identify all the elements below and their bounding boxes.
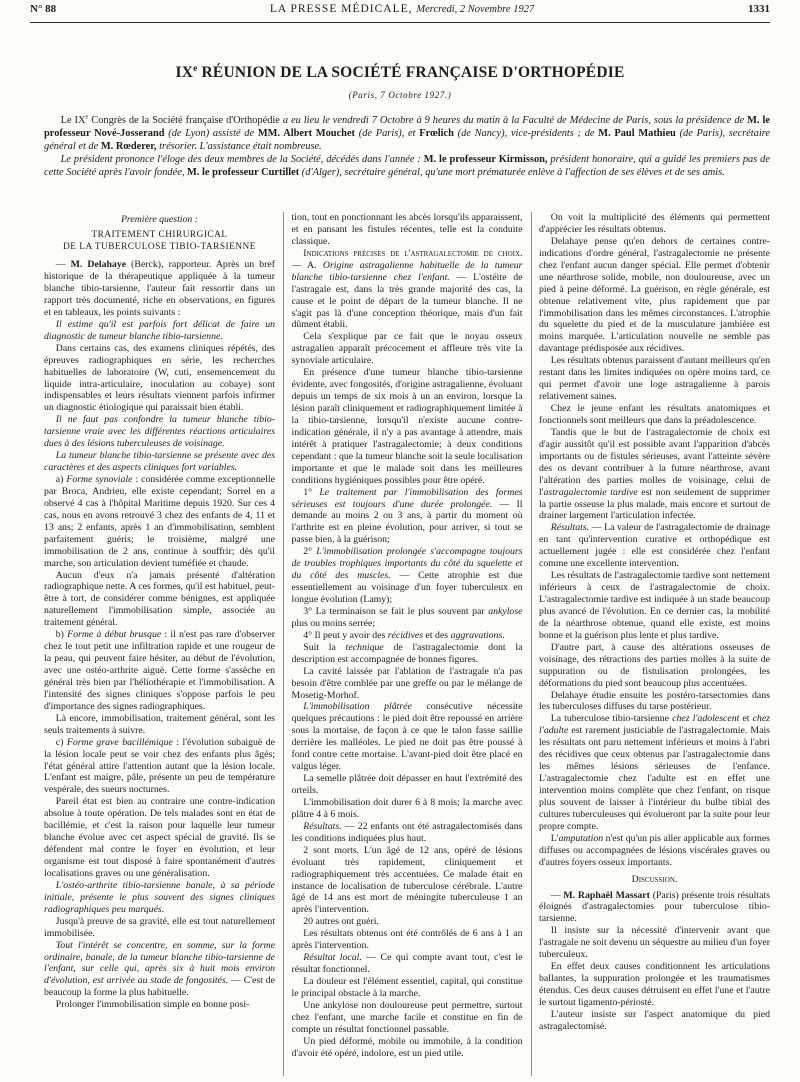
text-run: 4° Il peut y avoir des: [303, 629, 388, 641]
italic-run: (de Paris), secrétaire général et de: [44, 128, 770, 153]
paragraph: [292, 1000, 523, 1036]
italic-run: L'immobilisation prolongée s'accompagne toujours de troubles trophiques importants du côté du squelette et du côté des muscles.: [291, 546, 523, 582]
paragraph: [44, 629, 275, 713]
text-run: (Berck), rapporteur. Après un bref historique de la thérapeutique appliquée à la tumeur blanche tibio-tarsienne, l'auteur fait ressortir dans un rapport très documenté, riche en observations, en figures et en tableaux, les points suivants :: [44, 259, 275, 318]
text-run: —: [55, 259, 71, 271]
title-text: RÉUNION DE LA SOCIÉTÉ FRANÇAISE D'ORTHOPÉDIE: [201, 64, 625, 81]
section-heading: DE LA TUBERCULOSE TIBIO-TARSIENNE: [63, 242, 256, 253]
paragraph: [539, 925, 770, 961]
text-run: Delahaye pense qu'en dehors de certaines contre-indications d'ordre général, l'astragalectomie ne présente chez l'enfant aucun danger spécial. Elle permet d'obtenir une néarthrose solide, mobile, non douloureuse, avec un pied à peine déformé. La guérison, en règle générale, est obtenue relativement vite, plus rapidement que par l'immobilisation dans les mêmes circonstances. L'atrophie du squelette du pied et de la musculature jambière est moins marquée. L'articulation nouvelle ne semble pas davantage prédisposée aux récidives.: [539, 235, 770, 355]
paragraph: [292, 821, 523, 845]
text-run: — 22 enfants ont été astragalectomisés dans les conditions indiquées plus haut.: [291, 820, 523, 844]
paragraph: [292, 928, 523, 952]
text-run: c): [55, 736, 67, 748]
paragraph: [539, 355, 770, 403]
paragraph: [292, 773, 523, 797]
italic-run: Il estime qu'il est parfois fort délicat de faire un diagnostic de tumeur blanche tibio-tarsienne.: [44, 318, 275, 342]
text-run: b): [55, 629, 68, 641]
text-run: est non seulement de supprimer la partie osseuse la plus malade, mais encore et surtout de drainer largement l'articulation infectée.: [539, 486, 770, 522]
text-run: de l'astragalectomie dont la description est accompagnée de bonnes figures.: [291, 641, 523, 665]
paragraph: [292, 701, 523, 773]
italic-run: Tout l'intérêt se concentre, en somme, sur la forme ordinaire, banale, de la tumeur blanche tibio-tarsienne de l'enfant, sur celle qui, après six à huit mois environ d'évolution, est arrivée au stade de fongosités.: [44, 939, 275, 987]
text-run: En effet deux causes conditionnent les articulations ballantes, la suppuration prolongée et les traumatismes étendus. Ces deux causes détruisent en effet l'une et l'autre le surtout ligamento-périosté.: [539, 961, 770, 1008]
paragraph: [44, 796, 275, 880]
paragraph: [44, 259, 275, 319]
text-run: — L'ostéite de l'astragale est, dans la très grande majorité des cas, la cause et le point de départ de la tumeur blanche. Il ne s'agit pas là d'une conception théorique, mais d'un fait dûment établi.: [291, 271, 523, 331]
text-run: Un pied déformé, mobile ou immobile, à la condition d'avoir été opéré, indolore, est un pied utile.: [291, 1035, 523, 1059]
paragraph: [539, 570, 770, 642]
paragraph: [44, 450, 275, 474]
text-run: D'autre part, à cause des altérations osseuses de voisinage, des rétractions des parties molles à la suite de suppuration ou de fistulisation prolongées, les déformations du pied sont beaucoup plus accentuées.: [539, 641, 770, 689]
italic-run: président honoraire, qui a guidé les premiers pas de cette Société après l'avoir fondée,: [44, 154, 770, 179]
paragraph: [539, 236, 770, 355]
italic-run: astragalectomie tardive: [543, 486, 638, 498]
text-run: La tuberculose tibio-tarsienne: [550, 713, 673, 725]
bold-name: M. le professeur Nové-Josserand: [44, 115, 770, 140]
bold-name: M. Paul Mathieu: [598, 128, 676, 140]
italic-run: (d'Alger), secrétaire général, qu'une mort prématurée enlève à l'affection de ses élèves et de ses amis.: [299, 167, 725, 179]
italic-run: trésorier. L'assistance était nombreuse.: [156, 141, 322, 153]
text-run: 3° La terminaison se fait le plus souvent par: [303, 605, 489, 617]
text-run: Aucun d'eux n'a jamais présenté d'altération radiographique nette. A ces formes, qu'il est habituel, peut-être à tort, de considérer comme bénignes, est appliquée naturellement l'immobilisation simple, associée au traitement général.: [44, 569, 275, 629]
paragraph: [292, 666, 523, 702]
paragraph: [292, 952, 523, 976]
issue-number: N° 88: [30, 3, 57, 15]
article-title: [0, 64, 800, 82]
italic-run: récidives: [387, 629, 424, 641]
italic-run: a eu lieu le vendredi 7 Octobre à 9 heures du matin à la Faculté de Médecine de Paris, sous la présidence de: [282, 115, 748, 126]
intro-paragraph: [44, 114, 770, 153]
text-run: — Ce qui compte avant tout, c'est le résultat fonctionnel.: [291, 952, 523, 976]
text-run: Delahaye étudie ensuite les postéro-tarsectomies dans les tuberculoses diffuses du tarse postérieur.: [539, 689, 770, 713]
text-run: (Paris) présente trois résultats éloignés d'astragalectomies pour tuberculose tibio-tarsienne.: [539, 889, 770, 925]
column-rule: [283, 212, 284, 1076]
smallcaps-run: Indications précises de l'astragalectomie de choix.: [303, 247, 523, 259]
paragraph: [44, 414, 275, 450]
masthead-title: LA PRESSE MÉDICALE,: [269, 3, 413, 15]
text-run: : l'évolution subaiguë de la lésion locale peut se voir chez des enfants plus âgés; l'état général attire l'attention autant que la lésion locale. L'enfant est maigre, pâle, présente un peu de température vespérale, des sueurs nocturnes.: [44, 736, 275, 796]
text-run: Les résultats de l'astragalectomie tardive sont nettement inférieurs à ceux de l'astragalectomie de choix. L'astragalectomie tardive est indiquée à un stade beaucoup plus avancé de l'évolution. En ce dernier cas, la mobilité de la néarthrose obtenue, quand elle existe, est moins bonne et la guérison plus lente et plus tardive.: [539, 570, 770, 641]
paragraph: [292, 976, 523, 1000]
text-run: L'immobilisation doit durer 6 à 8 mois; la marche avec plâtre 4 à 6 mois.: [291, 796, 523, 820]
paragraph: [539, 961, 770, 1009]
article-columns: [44, 212, 770, 1076]
column-3: [539, 212, 770, 1076]
text-run: est rarement justiciable de l'astragalectomie. Mais les résultats ont paru nettement inférieurs et moins à l'abri des récidives que ceux obtenus par l'astragalectomie dans les mêmes lésions sérieuses de l'enfance. L'astragalectomie chez l'adulte est en effet une intervention moins complète que chez l'enfant, on risque plus souvent de laisser à l'intérieur du bulbe tibial des cultures tuberculeuses qui évolueront par la suite pour leur propre compte.: [539, 725, 770, 832]
italic-run: ankylose: [488, 605, 523, 617]
intro-paragraphs: [44, 114, 770, 196]
bold-name: MM. Albert Mouchet: [257, 128, 356, 140]
superscript: e: [85, 114, 89, 121]
italic-run: Résultat local.: [303, 952, 362, 964]
italic-run: La tumeur blanche tibio-tarsienne se présente avec des caractères et des aspects cliniques fort variables.: [44, 450, 275, 474]
paragraph: [292, 642, 523, 666]
paragraph: [44, 940, 275, 1000]
text-run: — C'est de beaucoup la forme la plus habituelle.: [44, 975, 275, 999]
paragraph: [539, 212, 770, 236]
section-heading: TRAITEMENT CHIRURGICAL: [91, 229, 228, 240]
italic-run: Origine astragalienne habituelle de la tumeur blanche tibio-tarsienne chez l'enfant.: [291, 259, 523, 283]
italic-run: chez l'adolescent: [672, 713, 740, 725]
text-run: 2 sont morts. L'un âgé de 12 ans, opéré de lésions évoluant très rapidement, cliniquement et radiographiquement très accentuées. Ce malade était en instance de localisation de tuberculose cérébrale. L'autre âgé de 14 ans est mort de méningite tuberculeuse 1 an après l'intervention.: [291, 844, 523, 916]
text-run: Le IX: [60, 115, 86, 126]
text-run: —: [550, 889, 564, 901]
header-rule: [30, 22, 770, 23]
text-run: et des: [423, 629, 451, 641]
intro-paragraph: [44, 153, 770, 179]
italic-run: Résultats.: [303, 820, 342, 832]
paragraph: [292, 916, 523, 928]
masthead: [270, 3, 534, 15]
text-run: La douleur est l'élément essentiel, capital, qui constitue le principal obstacle à la marche.: [291, 976, 523, 999]
paragraph: [539, 890, 770, 926]
text-run: Pareil état est bien au contraire une contre-indication absolue à toute opération. De tels malades sont en état de bacillémie, et c'est la raison pour laquelle leur tumeur blanche évolue avec cet aspect spécial de gravité. Ils se défendent mal contre le foyer en évolution, et leur organisme est tout disposé à faire spontanément d'autres localisations graves ou une généralisation.: [44, 796, 275, 879]
text-run: Les résultats obtenus ont été contrôlés de 6 ans à 1 an après l'intervention.: [291, 928, 523, 952]
text-run: n'est qu'un pis aller applicable aux formes diffuses ou accompagnées de lésions viscérales graves ou d'autres foyers osseux importants.: [539, 832, 770, 868]
text-run: La cavité laissée par l'ablation de l'astragale n'a pas besoin d'être comblée par une greffe ou par le mélange de Mosetig-Morhof.: [291, 665, 523, 701]
text-run: La semelle plâtrée doit dépasser en haut l'extrémité des orteils.: [291, 773, 523, 796]
bold-name: Frœlich: [419, 128, 454, 140]
italic-run: (de Nancy), vice-présidents ; de: [453, 128, 599, 140]
question-kicker: Première question :: [120, 214, 199, 225]
italic-run: Le président prononce l'éloge des deux membres de la Société, décédés dans l'année :: [60, 154, 424, 166]
paragraph: [292, 630, 523, 642]
paragraph: [292, 487, 523, 547]
paragraph: [44, 713, 275, 737]
paragraph: [292, 845, 523, 917]
paragraph: [44, 916, 275, 940]
italic-run: chez l'adulte: [539, 713, 770, 737]
paragraph-continued: [292, 212, 523, 248]
bold-name: M. Delahaye: [70, 259, 127, 271]
text-run: Suit la: [303, 641, 346, 653]
paragraph: [539, 690, 770, 714]
bold-name: M. Rœderer,: [100, 141, 157, 153]
text-run: : il n'est pas rare d'observer chez le tout petit une infiltration rapide et une rougeur de la peau, qui peuvent faire hésiter, au début de l'évolution, avec une ostéo-arthrite aiguë. Cette forme s'assèche en général très bien par l'héliothérapie et l'immobilisation. A l'intensité des signes cliniques s'oppose parfois le peu d'importance des signes radiographiques.: [44, 629, 275, 712]
page-number: 1331: [747, 3, 770, 15]
text-run: — Cette atrophie est due essentiellement au voisinage d'un foyer tuberculeux en longue évolution (Lamy);: [291, 570, 523, 605]
paragraph: [292, 331, 523, 367]
paragraph: [539, 1009, 770, 1033]
bold-name: M. Raphaël Massart: [563, 889, 650, 901]
italic-run: Forme grave bacillémique: [66, 736, 173, 748]
italic-run: amputation: [558, 832, 604, 844]
paragraph: [44, 880, 275, 916]
text-run: : considérée comme exceptionnelle par Broca, Andrieu, elle existe cependant; Sorrel en a observé 4 cas à l'hôpital Maritime depuis 1920. Sur ces 4 cas, nous en avons retrouvé 3 chez des enfants de 4, 11 et 13 ans; 2 enfants, après 1 an d'immobilisation, semblent parfaitement guéris; le troisième, malgré une immobilisation de 2 ans, continue à souffrir; dès qu'il marche, son articulation devient tuméfiée et chaude.: [44, 474, 275, 569]
text-run: a): [55, 474, 67, 485]
text-run: 1°: [303, 486, 320, 498]
text-run: Il insiste sur la nécessité d'intervenir avant que l'astragale ne soit devenu un séquestre au milieu d'un foyer tuberculeux.: [539, 925, 770, 961]
text-run: 20 autres ont guéri.: [303, 916, 379, 928]
text-run: plus ou moins serrée;: [291, 617, 376, 629]
title-ordinal: e: [193, 63, 198, 74]
text-run: — Il demande au moins 2 ou 3 ans, à partir du moment où l'arthrite est en pleine évolution, pour arriver, si tout se passe bien, à la guérison;: [291, 498, 523, 546]
text-run: Congrès de la Société française d'Orthopédie: [88, 115, 283, 126]
text-run: Chez le jeune enfant les résultats anatomiques et fonctionnels sont meilleurs que dans la préadolescence.: [539, 403, 770, 426]
title-numeral: IX: [175, 64, 194, 81]
paragraph: [539, 833, 770, 869]
italic-run: L'ostéo-arthrite tibio-tarsienne banale, à sa période initiale, présente le plus souvent des signes cliniques radiographiques peu marqués.: [44, 879, 275, 915]
text-run: — A.: [291, 259, 323, 271]
text-run: Jusqu'à preuve de sa gravité, elle est tout naturellement immobilisée.: [44, 915, 275, 939]
text-run: .: [502, 629, 505, 641]
text-run: L'auteur insiste sur l'aspect anatomique du pied astragalectomisé.: [539, 1008, 770, 1032]
paragraph: [292, 1036, 523, 1060]
text-run: Dans certains cas, des examens cliniques répétés, des épreuves radiographiques en série, les recherches habituelles de laboratoire (W, cuti, ensemencement du liquide intra-articulaire, inoculation au cobaye) sont indispensables et leurs résultats viennent parfois infirmer un diagnostic étiologique qui paraissait bien établi.: [44, 342, 275, 414]
text-run: L': [550, 832, 559, 844]
italic-run: L'immobilisation plâtrée: [303, 701, 412, 713]
text-run: Tandis que le but de l'astragalectomie de choix est d'agir aussitôt qu'il est possible avant l'apparition d'abcès importants ou de fistules sérieuses, avant l'atteinte sévère des os devant contribuer à la future néarthrose, avant l'altération des parties molles de voisinage, celui de l': [539, 426, 770, 498]
paragraph: [539, 713, 770, 832]
text-run: — La valeur de l'astragalectomie de drainage en tant qu'intervention curative et orthopédique est actuellement jugée : elle est considérée chez l'enfant comme une excellente intervention.: [539, 522, 770, 570]
text-run: Prolonger l'immobilisation simple en bonne posi-: [55, 999, 250, 1011]
paragraph: [292, 546, 523, 606]
text-run: Là encore, immobilisation, traitement général, sont les seuls traitements à suivre.: [44, 712, 275, 736]
text-run: et: [739, 713, 753, 725]
paragraph: [44, 999, 275, 1011]
text-run: Cela s'explique par ce fait que le noyau osseux astragalien apparaît précocement et affleure très vite la synoviale articulaire.: [291, 331, 523, 367]
paragraph: [539, 522, 770, 570]
page-header: [30, 3, 770, 21]
text-run: Une ankylose non douloureuse peut permettre, surtout chez l'enfant, une marche facile et constitue en fin de compte un résultat fonctionnel passable.: [291, 999, 523, 1035]
italic-run: (de Lyon) assisté de: [164, 128, 258, 140]
paragraph: [44, 319, 275, 343]
text-run: consécutive nécessite quelques précautions : le pied doit être repoussé en arrière sous la mortaise, de façon à ce que le talon fasse saillie derrière les malléoles. Le pied ne doit pas être poussé à fond contre cette mortaise. L'avant-pied doit être placé en valgus léger.: [291, 701, 523, 773]
paragraph: [292, 367, 523, 486]
paragraph: [539, 427, 770, 523]
discussion-heading: Discussion.: [631, 873, 678, 885]
italic-run: Forme à début brusque: [67, 629, 162, 641]
paragraph: [292, 248, 523, 332]
column-2: [292, 212, 523, 1076]
text-run: 2°: [303, 546, 317, 558]
italic-run: Il ne faut pas confondre la tumeur blanche tibio-tarsienne vraie avec les différentes réactions articulaires dues à des lésions tuberculeuses de voisinage.: [44, 414, 275, 450]
paragraph: [539, 403, 770, 427]
article-subtitle: (Paris, 7 Octobre 1927.): [348, 90, 452, 100]
paragraph: [44, 474, 275, 570]
bold-name: M. le professeur Curtillet: [187, 167, 300, 179]
italic-run: technique: [345, 641, 384, 653]
paragraph: [292, 606, 523, 630]
column-rule: [531, 212, 532, 1076]
paragraph: [44, 343, 275, 415]
italic-run: Résultats.: [550, 522, 590, 534]
paragraph: [44, 737, 275, 797]
italic-run: aggravations: [450, 629, 503, 641]
text-run: On voit la multiplicité des éléments qui permettent d'apprécier les résultats obtenus.: [539, 212, 770, 235]
text-run: Les résultats obtenus paraissent d'autant meilleurs qu'en restant dans les limites indiquées on opère moins tard, ce qui permet d'avoir une loge astragalienne à parois relativement saines.: [539, 355, 770, 403]
text-run: En présence d'une tumeur blanche tibio-tarsienne évidente, avec fongosités, d'origine astragalienne, évoluant depuis un temps de six mois à un an environ, lorsque la lésion paraît cliniquement et radiographiquement limitée à la tibio-tarsienne, lorsqu'il n'existe aucune contre-indication générale, il n'y a pas avantage à attendre, mais intérêt à pratiquer l'astragalectomie; à deux conditions cependant : que la tumeur blanche soit la seule localisation importante et que le malade soit dans les meilleures conditions hygiéniques possibles pour être opéré.: [291, 367, 523, 486]
paragraph: [539, 642, 770, 690]
text-run: tion, tout en ponctionnant les abcès lorsqu'ils apparaissent, et en pansant les fistules récentes, telle est la conduite classique.: [291, 212, 523, 247]
bold-name: M. le professeur Kirmisson,: [423, 154, 548, 166]
paragraph: [44, 570, 275, 630]
italic-run: Forme synoviale: [66, 474, 133, 485]
italic-run: Le traitement par l'immobilisation des formes sérieuses est toujours d'une durée prolongée.: [291, 486, 523, 510]
italic-run: (de Paris), et: [355, 128, 420, 140]
issue-date: Mercredi, 2 Novembre 1927: [416, 4, 535, 15]
column-1: [44, 212, 275, 1076]
paragraph: [292, 797, 523, 821]
